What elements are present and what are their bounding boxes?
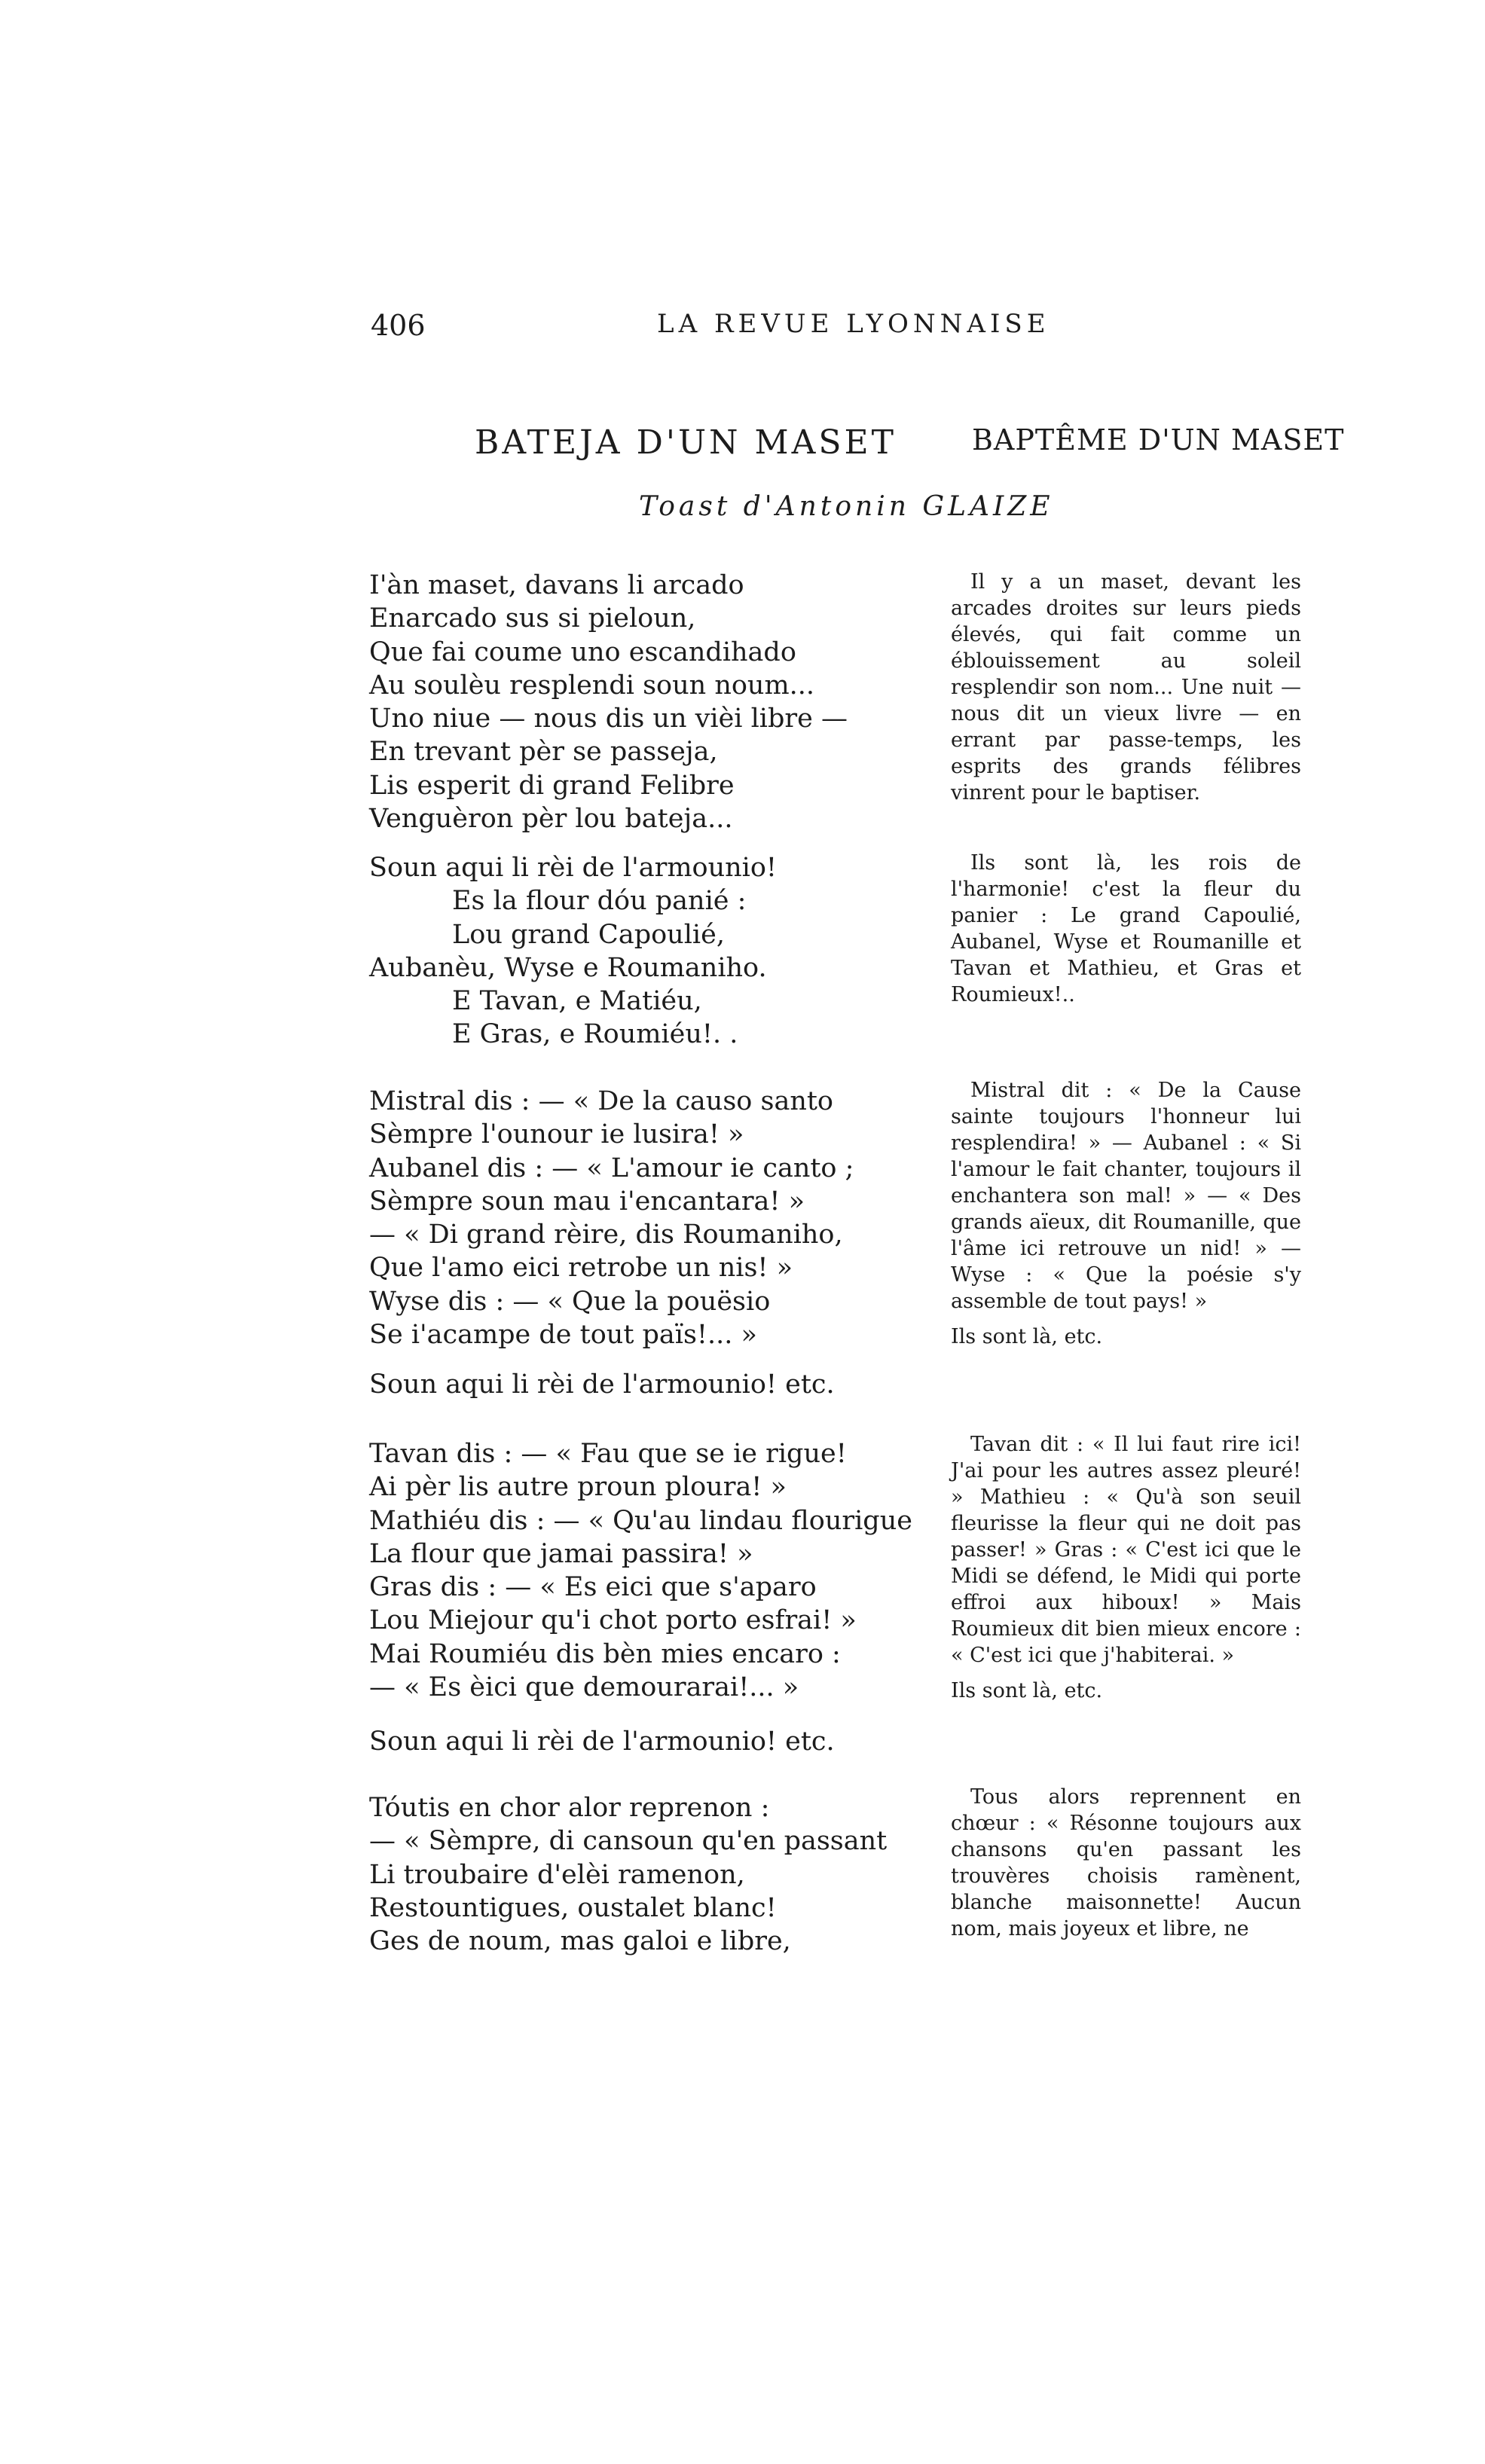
verse-line: E Gras, e Roumiéu!. . [452, 1019, 738, 1050]
verse-line: Que fai coume uno escandihado [369, 637, 796, 667]
verse-line: Tavan dis : — « Fau que se ie rigue! [369, 1439, 847, 1469]
verse-line: Lou Miejour qu'i chot porto esfrai! » [369, 1605, 857, 1636]
verse-line: Mistral dis : — « De la causo santo [369, 1086, 834, 1116]
verse-line: La flour que jamai passira! » [369, 1538, 753, 1569]
translation-paragraph: Il y a un maset, devant les arcades droites sur leurs pieds élevés, qui fait comme un éblouissement au soleil resplendir son nom... Une nuit — nous dit un vieux livre — en errant par passe-temps, les esprits des grands félibres vinrent pour le baptiser. [951, 570, 1301, 805]
stanza-5-occitan [369, 1791, 888, 1958]
translation-2-french [951, 850, 1301, 1008]
verse-line: Venguèron pèr lou bateja... [369, 804, 733, 835]
verse-line: Sèmpre l'ounour ie lusira! » [369, 1119, 744, 1150]
verse-line: E Tavan, e Matiéu, [452, 986, 702, 1017]
verse-line: Aubanèu, Wyse e Roumaniho. [369, 952, 767, 983]
translation-paragraph: Tavan dit : « Il lui faut rire ici! J'ai pour les autres assez pleuré! » Mathieu : « Qu'à son seuil fleurisse la fleur qui ne doit pas passer! » Gras : « C'est ici que le Midi se défend, le Midi qui porte effroi aux hiboux! » Mais Roumieux dit bien mieux encore : « C'est ici que j'habiterai. » [951, 1433, 1301, 1667]
stanza-2-occitan [369, 851, 859, 1052]
stanza-4-occitan [369, 1437, 912, 1704]
translation-refrain: Ils sont là, etc. [951, 1325, 1103, 1348]
verse-line: — « Di grand rèire, dis Roumaniho, [369, 1220, 843, 1250]
poem-title-french: BAPTÊME D'UN MASET [972, 423, 1345, 456]
stanza-1-occitan [369, 569, 859, 835]
verse-line: Es la flour dóu panié : [452, 886, 747, 917]
refrain-2-occitan: Soun aqui li rèi de l'armounio! etc. [369, 1727, 835, 1757]
verse-line: En trevant pèr se passeja, [369, 737, 718, 768]
translation-paragraph: Ils sont là, les rois de l'harmonie! c'est la fleur du panier : Le grand Capoulié, Aubanel, Wyse et Roumanille et Tavan et Mathieu, et Gras et Roumieux!.. [951, 851, 1301, 1006]
poem-subtitle: Toast d'Antonin GLAIZE [639, 491, 1054, 522]
verse-line: I'àn maset, davans li arcado [369, 570, 744, 600]
verse-line: Li troubaire d'elèi ramenon, [369, 1859, 745, 1890]
running-title: LA REVUE LYONNAISE [657, 309, 1050, 339]
verse-line: Wyse dis : — « Que la pouësio [369, 1286, 771, 1317]
verse-line: — « Es èici que demourarai!... » [369, 1672, 799, 1703]
verse-line: Sèmpre soun mau i'encantara! » [369, 1186, 805, 1217]
verse-line: Gras dis : — « Es eici que s'aparo [369, 1572, 817, 1603]
verse-line: Soun aqui li rèi de l'armounio! [369, 853, 777, 883]
verse-line: Mathiéu dis : — « Qu'au lindau flourigue [369, 1505, 912, 1536]
stanza-3-occitan [369, 1085, 859, 1351]
verse-line: Au soulèu resplendi soun noum... [369, 670, 815, 701]
verse-line: Se i'acampe de tout païs!... » [369, 1320, 757, 1351]
verse-line: Mai Roumiéu dis bèn mies encaro : [369, 1638, 841, 1669]
verse-line: Ges de noum, mas galoi e libre, [369, 1926, 791, 1957]
translation-refrain: Ils sont là, etc. [951, 1679, 1103, 1702]
verse-line: Lis esperit di grand Felibre [369, 770, 735, 801]
verse-line: Ai pèr lis autre proun ploura! » [369, 1472, 787, 1503]
verse-line: Que l'amo eici retrobe un nis! » [369, 1253, 793, 1284]
translation-1-french [951, 569, 1301, 806]
translation-5-french [951, 1784, 1301, 1942]
verse-line: Lou grand Capoulié, [452, 919, 725, 950]
translation-4-french [951, 1431, 1301, 1704]
poem-title-occitan: BATEJA D'UN MASET [475, 423, 897, 462]
translation-3-french [951, 1077, 1301, 1350]
verse-line: Aubanel dis : — « L'amour ie canto ; [369, 1153, 854, 1183]
page-number: 406 [371, 309, 426, 342]
verse-line: Restountigues, oustalet blanc! [369, 1892, 777, 1923]
verse-line: — « Sèmpre, di cansoun qu'en passant [369, 1826, 888, 1857]
refrain-1-occitan: Soun aqui li rèi de l'armounio! etc. [369, 1369, 835, 1400]
translation-paragraph: Tous alors reprennent en chœur : « Résonne toujours aux chansons qu'en passant les trouvères choisis ramènent, blanche maisonnette! Aucun nom, mais joyeux et libre, ne [951, 1785, 1301, 1940]
translation-paragraph: Mistral dit : « De la Cause sainte toujours l'honneur lui resplendira! » — Aubanel : « Si l'amour le fait chanter, toujours il enchantera son mal! » — « Des grands aïeux, dit Roumanille, que l'âme ici retrouve un nid! » — Wyse : « Que la poésie s'y assemble de tout pays! » [951, 1079, 1301, 1313]
verse-line: Enarcado sus si pieloun, [369, 603, 696, 634]
verse-line: Uno niue — nous dis un vièi libre — [369, 704, 848, 734]
verse-line: Tóutis en chor alor reprenon : [369, 1793, 770, 1823]
